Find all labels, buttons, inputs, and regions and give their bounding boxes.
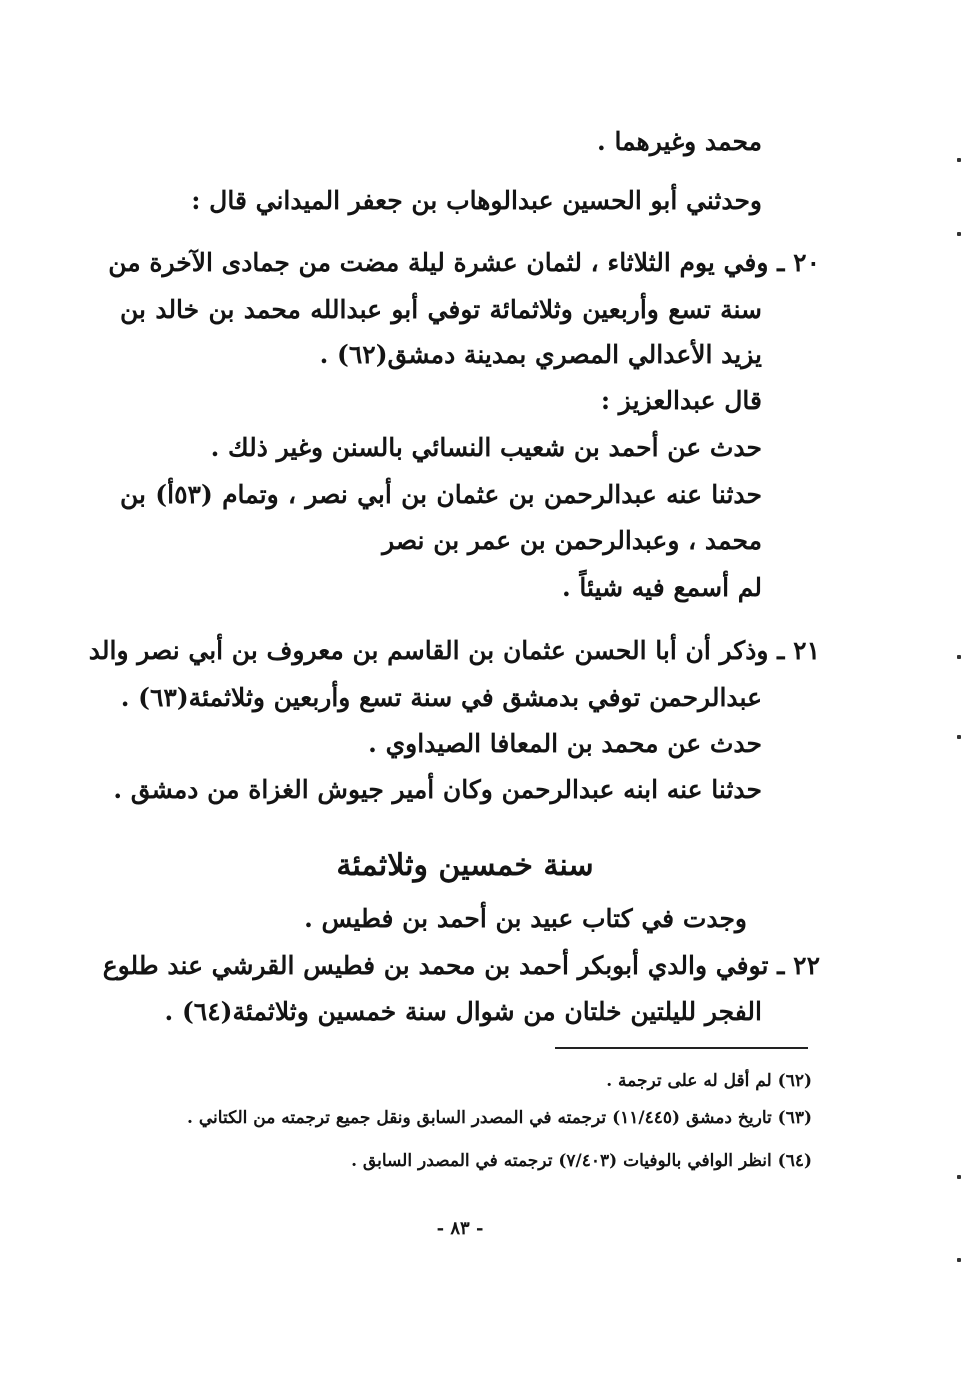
entry-20-line-7: محمد ، وعبدالرحمن بن عمر بن نصر xyxy=(382,526,762,555)
entry-21-line-4: حدثنا عنه ابنه عبدالرحمن وكان أمير جيوش الغزاة من دمشق . xyxy=(113,775,762,804)
scan-mark xyxy=(957,735,961,739)
footnote-62: (٦٢) لم أقل له على ترجمة . xyxy=(606,1071,812,1091)
entry-22-line-1: ٢٢ ـ توفي والدي أبوبكر أحمد بن محمد بن فطيس القرشي عند طلوع xyxy=(102,951,820,980)
scan-mark xyxy=(957,232,961,236)
text-line-found: وجدت في كتاب عبيد بن أحمد بن فطيس . xyxy=(304,904,747,933)
entry-20-line-3: يزيد الأعدالي المصري بمدينة دمشق(٦٢) . xyxy=(319,340,762,369)
entry-21-line-3: حدث عن محمد بن المعافا الصيداوي . xyxy=(368,729,762,758)
entry-20-line-8: لم أسمع فيه شيئاً . xyxy=(562,573,762,602)
scan-mark xyxy=(957,1175,961,1179)
entry-20-line-4: قال عبدالعزيز : xyxy=(600,386,762,415)
entry-20-line-1: ٢٠ ـ وفي يوم الثلاثاء ، لثمان عشرة ليلة مضت من جمادى الآخرة من xyxy=(108,248,820,277)
footnote-64: (٦٤) انظر الوافي بالوفيات (٧/٤٠٣) ترجمته في المصدر السابق . xyxy=(351,1151,812,1171)
entry-22-line-2: الفجر لليلتين خلتان من شوال سنة خمسين وثلاثمئة(٦٤) . xyxy=(164,997,762,1026)
entry-21-line-2: عبدالرحمن توفي بدمشق في سنة تسع وأربعين وثلاثمئة(٦٣) . xyxy=(120,683,762,712)
footnote-63: (٦٣) تاريخ دمشق (١١/٤٤٥) ترجمته في المصدر السابق ونقل جميع ترجمته من الكتاني . xyxy=(187,1108,812,1128)
entry-20-line-6: حدثنا عنه عبدالرحمن بن عثمان بن أبي نصر ، وتمام (٥٣أ) بن xyxy=(120,480,762,509)
page-number: - ٨٣ - xyxy=(436,1218,484,1239)
entry-20-line-5: حدث عن أحمد بن شعيب النسائي بالسنن وغير ذلك . xyxy=(210,433,762,462)
scan-mark xyxy=(957,1258,961,1262)
footnote-divider xyxy=(555,1047,808,1049)
text-line-2: وحدثني أبو الحسين عبدالوهاب بن جعفر الميداني قال : xyxy=(191,186,762,215)
entry-21-line-1: ٢١ ـ وذكر أن أبا الحسن عثمان بن القاسم بن معروف بن أبي نصر والد xyxy=(88,636,820,665)
scan-mark xyxy=(957,655,961,659)
section-heading: سنة خمسين وثلاثمئة xyxy=(336,848,594,883)
entry-20-line-2: سنة تسع وأربعين وثلاثمائة توفي أبو عبدالله محمد بن خالد بن xyxy=(120,295,762,324)
text-line-1: محمد وغيرهما . xyxy=(597,127,762,156)
scan-mark xyxy=(957,158,961,162)
